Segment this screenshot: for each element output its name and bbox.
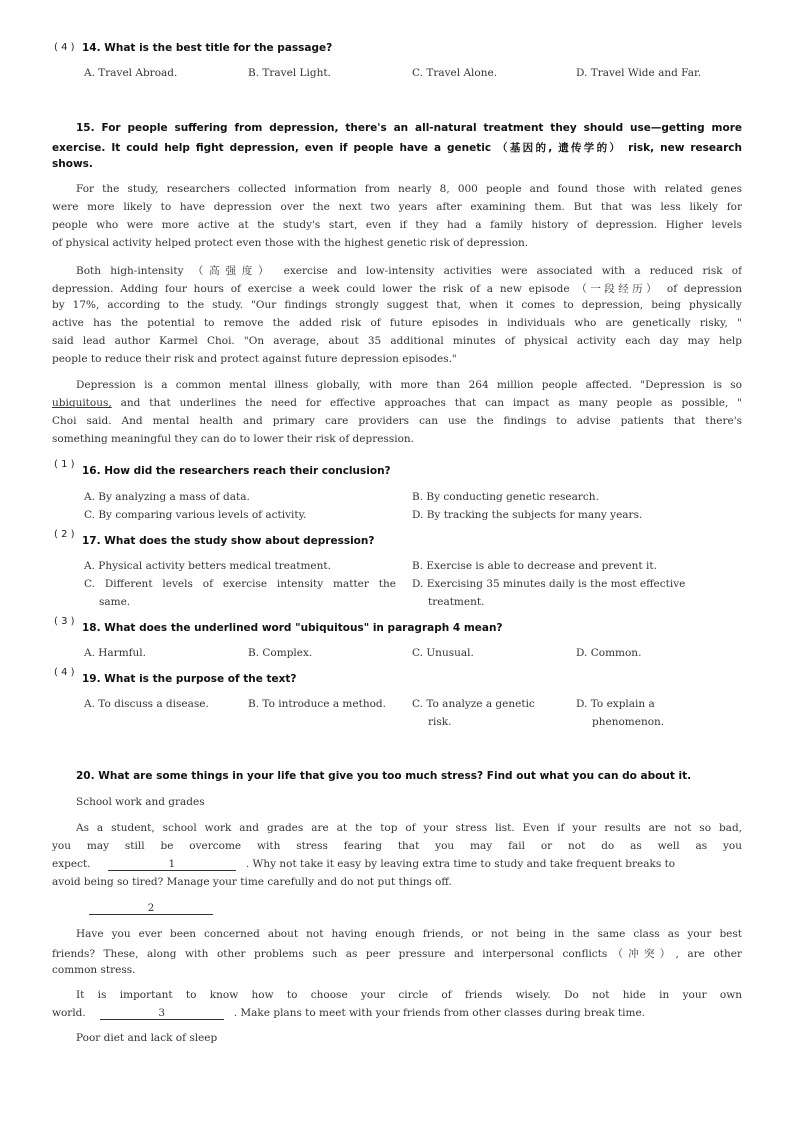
- q14-option-a: A. Travel Abroad.: [84, 67, 178, 79]
- q18-option-b: B. Complex.: [248, 647, 313, 659]
- blank-1[interactable]: 1: [108, 859, 236, 871]
- q15-intro-line-2: exercise. It could help fight depression, even if people have a genetic （基因的, 遗传学的） risk, new research: [52, 142, 742, 154]
- q20-p3-line-2: world. 3 . Make plans to meet with your friends from other classes during break time.: [52, 1007, 646, 1019]
- q16-option-d: D. By tracking the subjects for many years.: [412, 509, 643, 521]
- q19-option-d: D. To explain a: [576, 698, 655, 710]
- q15-p2-line-4: active has the potential to remove the added risk of future episodes in individuals who are genetically risky, ": [52, 317, 742, 329]
- q15-p1-line-2: were more likely to have depression over the next two years after examining them. But that was less likely for: [52, 201, 742, 213]
- q15-p1-line-3: people who were more active at the study's start, even if they had a family history of depression. Higher levels: [52, 219, 742, 231]
- q20-p1-line-4: avoid being so tired? Manage your time carefully and do not put things off.: [52, 876, 452, 888]
- q15-p3-line-2: ubiquitous, and that underlines the need for effective approaches that can impact as many people as possible, ": [52, 397, 742, 409]
- q14-option-c: C. Travel Alone.: [412, 67, 498, 79]
- q20-p1-line-2: you may still be overcome with stress fearing that you may fail or not do as well as you: [52, 840, 742, 852]
- q15-p2-line-5: said lead author Karmel Choi. "On average, about 35 additional minutes of physical activity each day may help: [52, 335, 742, 347]
- q17-option-c-continued: same.: [99, 596, 131, 608]
- q15-p2-line-6: people to reduce their risk and protect against future depression episodes.": [52, 353, 457, 365]
- q20-p1-line-3: expect. 1 . Why not take it easy by leaving extra time to study and take frequent breaks to: [52, 858, 676, 870]
- question-16-text: 16. How did the researchers reach their conclusion?: [82, 465, 391, 477]
- question-number-16: ( 1 ): [54, 459, 75, 470]
- question-19-text: 19. What is the purpose of the text?: [82, 673, 297, 685]
- q20-p3-line-1: It is important to know how to choose your circle of friends wisely. Do not hide in your own: [76, 989, 742, 1001]
- question-number-17: ( 2 ): [54, 529, 75, 540]
- question-17-text: 17. What does the study show about depression?: [82, 535, 375, 547]
- q17-option-d-continued: treatment.: [428, 596, 485, 608]
- q18-option-a: A. Harmful.: [84, 647, 146, 659]
- q20-p2-line-2: friends? These, along with other problems such as peer pressure and interpersonal conflicts（冲突）, are other: [52, 948, 742, 960]
- q19-option-b: B. To introduce a method.: [248, 698, 386, 710]
- section-heading-school-work: School work and grades: [76, 796, 205, 808]
- underlined-word-ubiquitous: ubiquitous,: [52, 397, 112, 409]
- q18-option-d: D. Common.: [576, 647, 642, 659]
- q20-p1-line-1: As a student, school work and grades are at the top of your stress list. Even if your results are not so bad,: [76, 822, 742, 834]
- q15-p1-line-1: For the study, researchers collected information from nearly 8, 000 people and found those with related genes: [76, 183, 742, 195]
- question-number-18: ( 3 ): [54, 616, 75, 627]
- q20-p2-line-1: Have you ever been concerned about not having enough friends, or not being in the same class as your best: [76, 928, 742, 940]
- q16-option-a: A. By analyzing a mass of data.: [84, 491, 250, 503]
- q14-option-d: D. Travel Wide and Far.: [576, 67, 702, 79]
- q17-option-b: B. Exercise is able to decrease and prevent it.: [412, 560, 657, 572]
- q19-option-c: C. To analyze a genetic: [412, 698, 535, 710]
- q15-p1-line-4: of physical activity helped protect even those with the highest genetic risk of depression.: [52, 237, 529, 249]
- q19-option-c-continued: risk.: [428, 716, 452, 728]
- q15-intro-line-3: shows.: [52, 158, 93, 170]
- q17-option-a: A. Physical activity betters medical treatment.: [84, 560, 331, 572]
- q15-p2-line-2: depression. Adding four hours of exercise a week could lower the risk of a new episode （一段经历） of depression: [52, 283, 742, 295]
- q15-intro-line-1: 15. For people suffering from depression, there's an all-natural treatment they should use—getting more: [76, 122, 742, 134]
- section-heading-poor-diet: Poor diet and lack of sleep: [76, 1032, 218, 1044]
- q15-p3-line-3: Choi said. And mental health and primary care providers can use the findings to advise patients that there's: [52, 415, 742, 427]
- question-20-text: 20. What are some things in your life that give you too much stress? Find out what you can do about it.: [76, 770, 692, 782]
- q19-option-a: A. To discuss a disease.: [84, 698, 209, 710]
- question-14-text: 14. What is the best title for the passage?: [82, 42, 333, 54]
- question-number-14: ( 4 ): [54, 42, 75, 53]
- q17-option-d: D. Exercising 35 minutes daily is the most effective: [412, 578, 686, 590]
- q20-p2-line-3: common stress.: [52, 964, 136, 976]
- q15-p2-line-1: Both high-intensity （高强度） exercise and low-intensity activities were associated with a reduced risk of: [76, 265, 742, 277]
- q19-option-d-continued: phenomenon.: [592, 716, 665, 728]
- q20-blank-2-line: [89, 902, 213, 915]
- question-18-text: 18. What does the underlined word "ubiquitous" in paragraph 4 mean?: [82, 622, 503, 634]
- blank-3[interactable]: 3: [100, 1008, 224, 1020]
- q15-p3-line-1: Depression is a common mental illness globally, with more than 264 million people affected. "Depression is so: [76, 379, 742, 391]
- q15-p3-line-4: something meaningful they can do to lower their risk of depression.: [52, 433, 414, 445]
- q14-option-b: B. Travel Light.: [248, 67, 331, 79]
- q17-option-c: C. Different levels of exercise intensity matter the: [84, 578, 396, 590]
- question-number-19: ( 4 ): [54, 667, 75, 678]
- q16-option-c: C. By comparing various levels of activity.: [84, 509, 307, 521]
- q18-option-c: C. Unusual.: [412, 647, 474, 659]
- q16-option-b: B. By conducting genetic research.: [412, 491, 599, 503]
- blank-2[interactable]: 2: [89, 903, 213, 915]
- q15-p2-line-3: by 17%, according to the study. "Our findings strongly suggest that, when it comes to depression, being physically: [52, 299, 742, 311]
